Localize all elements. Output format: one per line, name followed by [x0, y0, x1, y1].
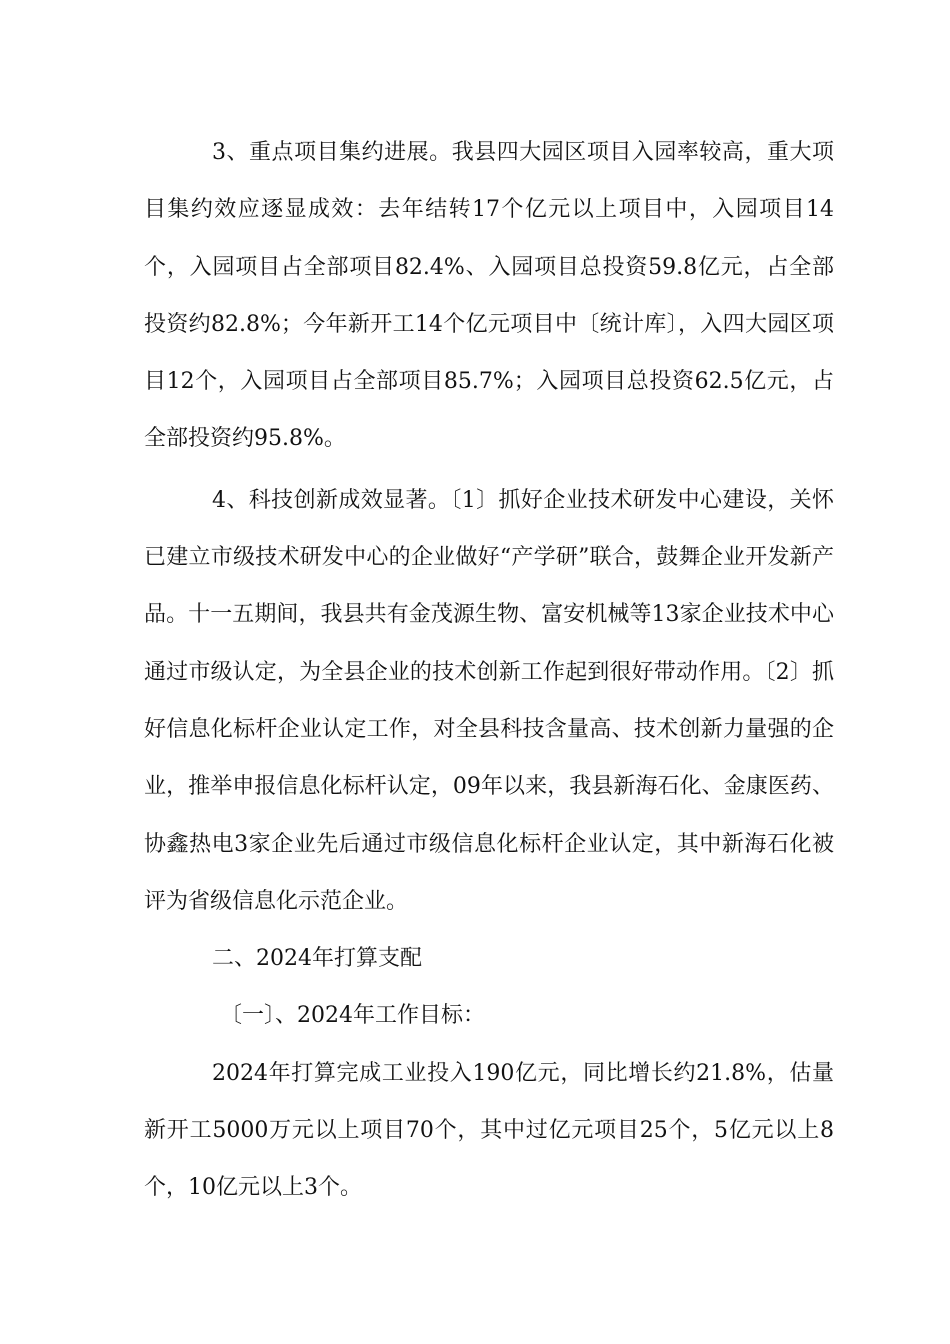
paragraph-tech-innovation: 4、科技创新成效显著。〔1〕抓好企业技术研发中心建设，关怀已建立市级技术研发中心的企业做好“产学研”联合，鼓舞企业开发新产品。十一五期间，我县共有金茂源生物、富安机械等13家企业技术中心通过市级认定，为全县企业的技术创新工作起到很好带动作用。〔2〕抓好信息化标杆企业认定工作，对全县科技含量高、技术创新力量强的企业，推举申报信息化标杆认定，09年以来，我县新海石化、金康医药、协鑫热电3家企业先后通过市级信息化标杆企业认定，其中新海石化被评为省级信息化示范企业。: [144, 487, 834, 914]
document-body: [144, 124, 834, 1217]
section-heading: 二、2024年打算支配: [212, 946, 422, 972]
paragraph-key-projects: 3、重点项目集约进展。我县四大园区项目入园率较高，重大项目集约效应逐显成效：去年结转17个亿元以上项目中，入园项目14个，入园项目占全部项目82.4%、入园项目总投资59.8亿元，占全部投资约82.8%；今年新开工14个亿元项目中〔统计库〕，入四大园区项目12个，入园项目占全部项目85.7%；入园项目总投资62.5亿元，占全部投资约95.8%。: [144, 140, 834, 452]
paragraph-targets: 2024年打算完成工业投入190亿元，同比增长约21.8%，估量新开工5000万元以上项目70个，其中过亿元项目25个，5亿元以上8个，10亿元以上3个。: [144, 1060, 834, 1201]
sub-heading: 〔一〕、2024年工作目标：: [220, 1003, 485, 1029]
